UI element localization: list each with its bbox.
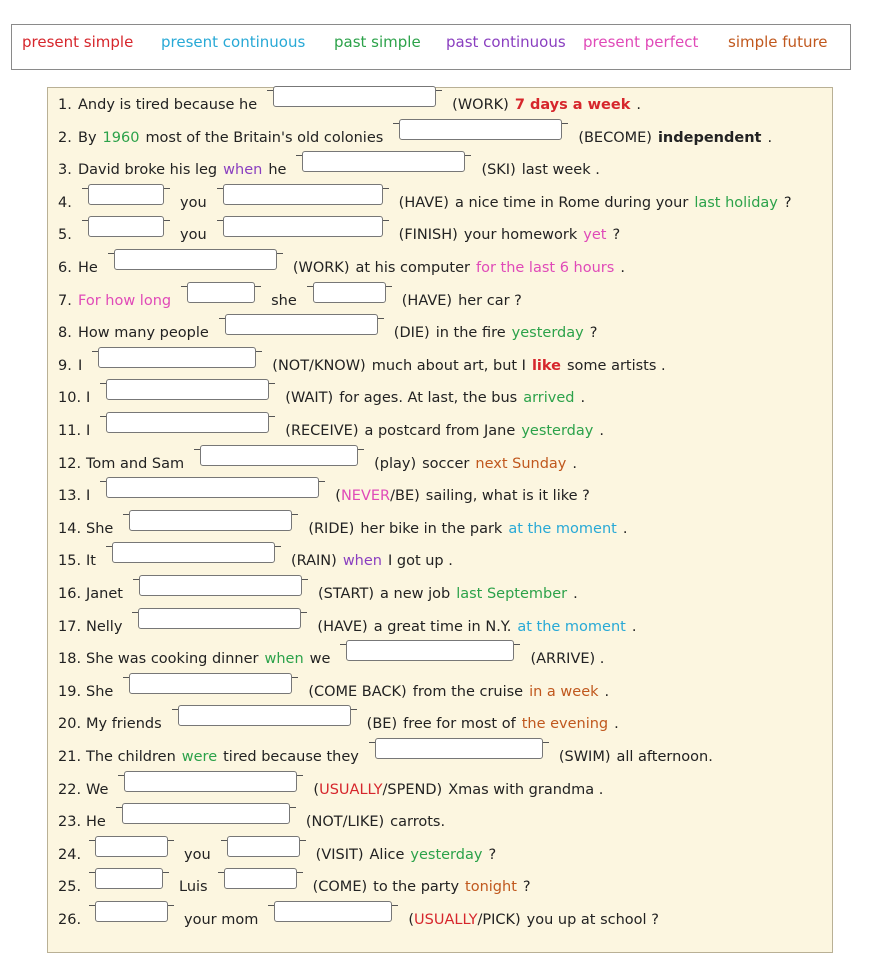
answer-input-box[interactable]: [124, 771, 297, 792]
time-expression: last holiday: [694, 194, 778, 211]
exercise-number: 4.: [58, 194, 72, 211]
answer-input-box[interactable]: [122, 803, 290, 824]
answer-input-box[interactable]: [346, 640, 514, 661]
tense-legend: [11, 24, 851, 70]
sentence-text: from the cruise: [412, 683, 524, 700]
sentence-text: you: [180, 227, 207, 244]
sentence-text: (WAIT): [285, 390, 334, 407]
answer-blank[interactable]: [89, 905, 174, 906]
time-expression: yet: [583, 227, 607, 244]
sentence-text: (WORK): [292, 260, 350, 276]
sentence-text: (ARRIVE) .: [530, 651, 605, 668]
answer-blank[interactable]: [172, 709, 357, 710]
time-expression: were: [181, 749, 218, 765]
sentence-text: soccer: [422, 455, 470, 472]
sentence-text: she: [271, 292, 297, 309]
answer-blank[interactable]: [82, 188, 170, 189]
answer-blank[interactable]: [218, 872, 303, 873]
answer-input-box[interactable]: [224, 868, 297, 889]
sentence-text: carrots.: [390, 814, 446, 831]
answer-blank[interactable]: [133, 579, 308, 580]
sentence-text: Nelly: [86, 618, 123, 635]
time-expression: in a week: [529, 683, 599, 700]
exercise-row: [58, 220, 828, 250]
time-expression: USUALLY: [319, 781, 383, 798]
sentence-text: ?: [589, 325, 598, 342]
sentence-text: you: [180, 194, 207, 211]
exercise-sheet: [47, 87, 833, 953]
time-expression: yesterday: [511, 325, 584, 342]
time-expression: USUALLY: [414, 912, 478, 928]
exercise-number: 13.: [58, 488, 82, 505]
sentence-text: ?: [488, 846, 497, 863]
answer-input-box[interactable]: [106, 379, 269, 400]
sentence-text: a postcard from Jane: [364, 423, 516, 439]
answer-blank[interactable]: [393, 123, 568, 124]
sentence-text: .: [573, 586, 578, 602]
answer-input-box[interactable]: [138, 608, 301, 629]
answer-input-box[interactable]: [313, 282, 386, 303]
answer-blank[interactable]: [217, 188, 389, 189]
answer-input-box[interactable]: [225, 314, 378, 335]
sentence-text: Luis: [179, 879, 208, 896]
exercise-number: 12.: [58, 455, 82, 472]
sentence-text: (WORK): [452, 97, 509, 113]
legend-past-continuous: past continuous: [446, 33, 566, 51]
answer-input-box[interactable]: [223, 216, 383, 237]
exercise-row: [58, 677, 828, 707]
exercise-row: [58, 546, 828, 576]
exercise-row: [58, 905, 828, 935]
exercise-number: 7.: [58, 292, 72, 309]
time-expression: NEVER: [340, 488, 391, 505]
exercise-number: 25.: [58, 879, 82, 896]
sentence-text: a new job: [380, 586, 451, 602]
sentence-text: (START): [317, 586, 375, 602]
answer-blank[interactable]: [267, 90, 442, 91]
sentence-text: a great time in N.Y.: [373, 618, 512, 635]
answer-input-box[interactable]: [106, 477, 319, 498]
exercise-row: [58, 155, 828, 185]
sentence-text: .: [631, 618, 637, 635]
exercise-row: [58, 383, 828, 413]
exercise-row: [58, 579, 828, 609]
time-expression: arrived: [523, 390, 575, 407]
time-expression: yesterday: [410, 846, 483, 863]
exercise-row: [58, 286, 828, 316]
sentence-text: (play): [374, 455, 417, 472]
exercise-number: 9.: [58, 357, 72, 374]
sentence-text: (SWIM): [558, 749, 611, 765]
answer-input-box[interactable]: [302, 151, 465, 172]
answer-input-box[interactable]: [95, 836, 168, 857]
sentence-text: He: [78, 260, 98, 276]
sentence-text: last week .: [521, 162, 600, 179]
sentence-text: (BE): [366, 716, 398, 733]
exercise-row: [58, 188, 828, 218]
sentence-text: The children: [86, 749, 176, 765]
sentence-text: She: [86, 683, 114, 700]
exercise-number: 18.: [58, 651, 82, 668]
sentence-text: /BE): [390, 488, 420, 505]
sentence-text: he: [268, 162, 287, 179]
sentence-text: By: [78, 129, 97, 146]
exercise-row: [58, 449, 828, 479]
sentence-text: to the party: [373, 879, 460, 896]
answer-input-box[interactable]: [88, 184, 164, 205]
sentence-text: .: [614, 716, 619, 733]
answer-blank[interactable]: [116, 807, 296, 808]
answer-blank[interactable]: [118, 775, 303, 776]
exercise-number: 21.: [58, 749, 82, 765]
exercise-row: [58, 612, 828, 642]
exercise-number: 1.: [58, 97, 72, 113]
exercise-number: 15.: [58, 553, 82, 570]
answer-blank[interactable]: [100, 383, 275, 384]
answer-blank[interactable]: [106, 546, 281, 547]
sentence-text: (RECEIVE): [285, 423, 359, 439]
sentence-text: .: [636, 97, 641, 113]
sentence-text: (SKI): [481, 162, 516, 179]
sentence-text: /SPEND): [382, 781, 443, 798]
time-expression: like: [531, 357, 561, 374]
exercise-number: 14.: [58, 520, 82, 537]
sentence-text: (HAVE): [398, 194, 449, 211]
exercise-row: [58, 742, 828, 772]
time-expression: when: [342, 553, 382, 570]
exercise-number: 10.: [58, 390, 82, 407]
sentence-text: I got up .: [387, 553, 453, 570]
exercise-number: 22.: [58, 781, 82, 798]
sentence-text: most of the Britain's old colonies: [145, 129, 384, 146]
answer-blank[interactable]: [100, 481, 325, 482]
sentence-text: your mom: [184, 912, 259, 928]
sentence-text: in the fire: [435, 325, 506, 342]
answer-blank[interactable]: [89, 840, 174, 841]
legend-present-perfect: present perfect: [583, 33, 699, 51]
sentence-text: I: [86, 488, 91, 505]
answer-blank[interactable]: [296, 155, 471, 156]
answer-input-box[interactable]: [178, 705, 351, 726]
legend-present-simple: present simple: [22, 33, 134, 51]
exercise-number: 2.: [58, 129, 72, 146]
answer-input-box[interactable]: [88, 216, 164, 237]
answer-input-box[interactable]: [273, 86, 436, 107]
exercise-row: [58, 775, 828, 805]
answer-blank[interactable]: [194, 449, 364, 450]
answer-blank[interactable]: [123, 514, 298, 515]
legend-past-simple: past simple: [334, 33, 421, 51]
answer-blank[interactable]: [268, 905, 398, 906]
sentence-text: (COME): [312, 879, 368, 896]
sentence-text: .: [767, 129, 773, 146]
sentence-text: her bike in the park: [360, 520, 503, 537]
sentence-text: much about art, but I: [371, 357, 526, 374]
sentence-text: (RAIN): [290, 553, 337, 570]
sentence-text: (VISIT): [315, 846, 364, 863]
sentence-text: your homework: [463, 227, 578, 244]
sentence-text: Janet: [86, 586, 123, 602]
sentence-text: It: [86, 553, 96, 570]
exercise-row: [58, 709, 828, 739]
sentence-text: .: [599, 423, 604, 439]
answer-blank[interactable]: [108, 253, 283, 254]
sentence-text: .: [572, 455, 577, 472]
exercise-number: 19.: [58, 683, 82, 700]
time-expression: For how long: [78, 292, 172, 309]
answer-input-box[interactable]: [223, 184, 383, 205]
time-expression: at the moment: [508, 520, 617, 537]
sentence-text: My friends: [86, 716, 162, 733]
sentence-text: we: [309, 651, 331, 668]
answer-blank[interactable]: [92, 351, 262, 352]
answer-blank[interactable]: [307, 286, 392, 287]
sentence-text: at his computer: [355, 260, 470, 276]
sentence-text: Tom and Sam: [86, 455, 185, 472]
answer-blank[interactable]: [82, 220, 170, 221]
legend-simple-future: simple future: [728, 33, 828, 51]
exercise-number: 26.: [58, 912, 82, 928]
exercise-row: [58, 416, 828, 446]
exercise-number: 8.: [58, 325, 72, 342]
answer-input-box[interactable]: [95, 868, 163, 889]
sentence-text: I: [86, 423, 91, 439]
time-expression: 7 days a week: [514, 97, 631, 113]
answer-input-box[interactable]: [129, 510, 292, 531]
answer-blank[interactable]: [369, 742, 549, 743]
exercise-number: 24.: [58, 846, 82, 863]
time-expression: next Sunday: [475, 455, 567, 472]
exercise-number: 5.: [58, 227, 72, 244]
legend-present-continuous: present continuous: [161, 33, 306, 51]
sentence-text: She: [86, 520, 114, 537]
sentence-text: ?: [522, 879, 531, 896]
time-expression: at the moment: [517, 618, 626, 635]
sentence-text: (: [313, 781, 320, 798]
exercise-row: [58, 351, 828, 381]
sentence-text: I: [78, 357, 83, 374]
sentence-text: ?: [783, 194, 792, 211]
answer-input-box[interactable]: [106, 412, 269, 433]
sentence-text: (NOT/LIKE): [305, 814, 385, 831]
sentence-text: you: [184, 846, 211, 863]
sentence-text: Alice: [369, 846, 405, 863]
sentence-text: .: [580, 390, 586, 407]
sentence-text: (HAVE): [317, 618, 368, 635]
answer-input-box[interactable]: [112, 542, 275, 563]
exercise-row: [58, 123, 828, 153]
exercise-number: 17.: [58, 618, 82, 635]
exercise-row: [58, 481, 828, 511]
sentence-text: How many people: [78, 325, 209, 342]
time-expression: last September: [456, 586, 568, 602]
sentence-text: (RIDE): [308, 520, 355, 537]
answer-input-box[interactable]: [114, 249, 277, 270]
answer-blank[interactable]: [89, 872, 169, 873]
sentence-text: all afternoon.: [616, 749, 713, 765]
sentence-text: (COME BACK): [308, 683, 407, 700]
answer-input-box[interactable]: [200, 445, 358, 466]
sentence-text: David broke his leg: [78, 162, 218, 179]
answer-input-box[interactable]: [139, 575, 302, 596]
time-expression: yesterday: [521, 423, 594, 439]
answer-input-box[interactable]: [399, 119, 562, 140]
answer-input-box[interactable]: [274, 901, 392, 922]
time-expression: for the last 6 hours: [475, 260, 615, 276]
answer-input-box[interactable]: [375, 738, 543, 759]
answer-input-box[interactable]: [227, 836, 300, 857]
exercise-row: [58, 840, 828, 870]
sentence-text: (BECOME): [578, 129, 652, 146]
sentence-text: for ages. At last, the bus: [339, 390, 518, 407]
sentence-text: /PICK): [477, 912, 521, 928]
sentence-text: a nice time in Rome during your: [454, 194, 689, 211]
time-expression: the evening: [521, 716, 609, 733]
answer-blank[interactable]: [340, 644, 520, 645]
exercise-number: 3.: [58, 162, 72, 179]
time-expression: 1960: [102, 129, 140, 146]
sentence-text: Andy is tired because he: [78, 97, 258, 113]
answer-blank[interactable]: [100, 416, 275, 417]
exercise-row: [58, 514, 828, 544]
exercise-row: [58, 253, 828, 283]
sentence-text: (DIE): [393, 325, 430, 342]
sentence-text: .: [604, 683, 610, 700]
sentence-text: free for most of: [403, 716, 516, 733]
sentence-text: (HAVE): [401, 292, 453, 309]
sentence-text: tired because they: [223, 749, 359, 765]
sentence-text: some artists .: [566, 357, 666, 374]
answer-blank[interactable]: [217, 220, 389, 221]
sentence-text: (FINISH): [398, 227, 458, 244]
sentence-text: (: [408, 912, 415, 928]
exercise-number: 11.: [58, 423, 82, 439]
exercise-row: [58, 644, 828, 674]
time-expression: when: [223, 162, 263, 179]
sentence-text: (: [335, 488, 341, 505]
exercise-number: 6.: [58, 260, 72, 276]
time-expression: when: [264, 651, 304, 668]
answer-blank[interactable]: [123, 677, 298, 678]
sentence-text: She was cooking dinner: [86, 651, 259, 668]
sentence-text: .: [620, 260, 625, 276]
exercise-row: [58, 872, 828, 902]
exercise-number: 23.: [58, 814, 82, 831]
answer-blank[interactable]: [181, 286, 261, 287]
sentence-text: ?: [612, 227, 621, 244]
answer-blank[interactable]: [132, 612, 307, 613]
exercise-number: 20.: [58, 716, 82, 733]
sentence-text: Xmas with grandma .: [448, 781, 604, 798]
answer-blank[interactable]: [219, 318, 384, 319]
answer-blank[interactable]: [221, 840, 306, 841]
answer-input-box[interactable]: [98, 347, 256, 368]
sentence-text: her car ?: [458, 292, 522, 309]
exercise-row: [58, 807, 828, 837]
sentence-text: you up at school ?: [526, 912, 659, 928]
sentence-text: independent: [657, 129, 762, 146]
exercise-row: [58, 90, 828, 120]
sentence-text: We: [86, 781, 109, 798]
sentence-text: He: [86, 814, 106, 831]
answer-input-box[interactable]: [187, 282, 255, 303]
answer-input-box[interactable]: [95, 901, 168, 922]
sentence-text: (NOT/KNOW): [272, 357, 366, 374]
exercise-row: [58, 318, 828, 348]
sentence-text: sailing, what is it like ?: [425, 488, 590, 505]
time-expression: tonight: [465, 879, 517, 896]
answer-input-box[interactable]: [129, 673, 292, 694]
exercise-number: 16.: [58, 586, 82, 602]
sentence-text: I: [86, 390, 91, 407]
sentence-text: .: [622, 520, 628, 537]
